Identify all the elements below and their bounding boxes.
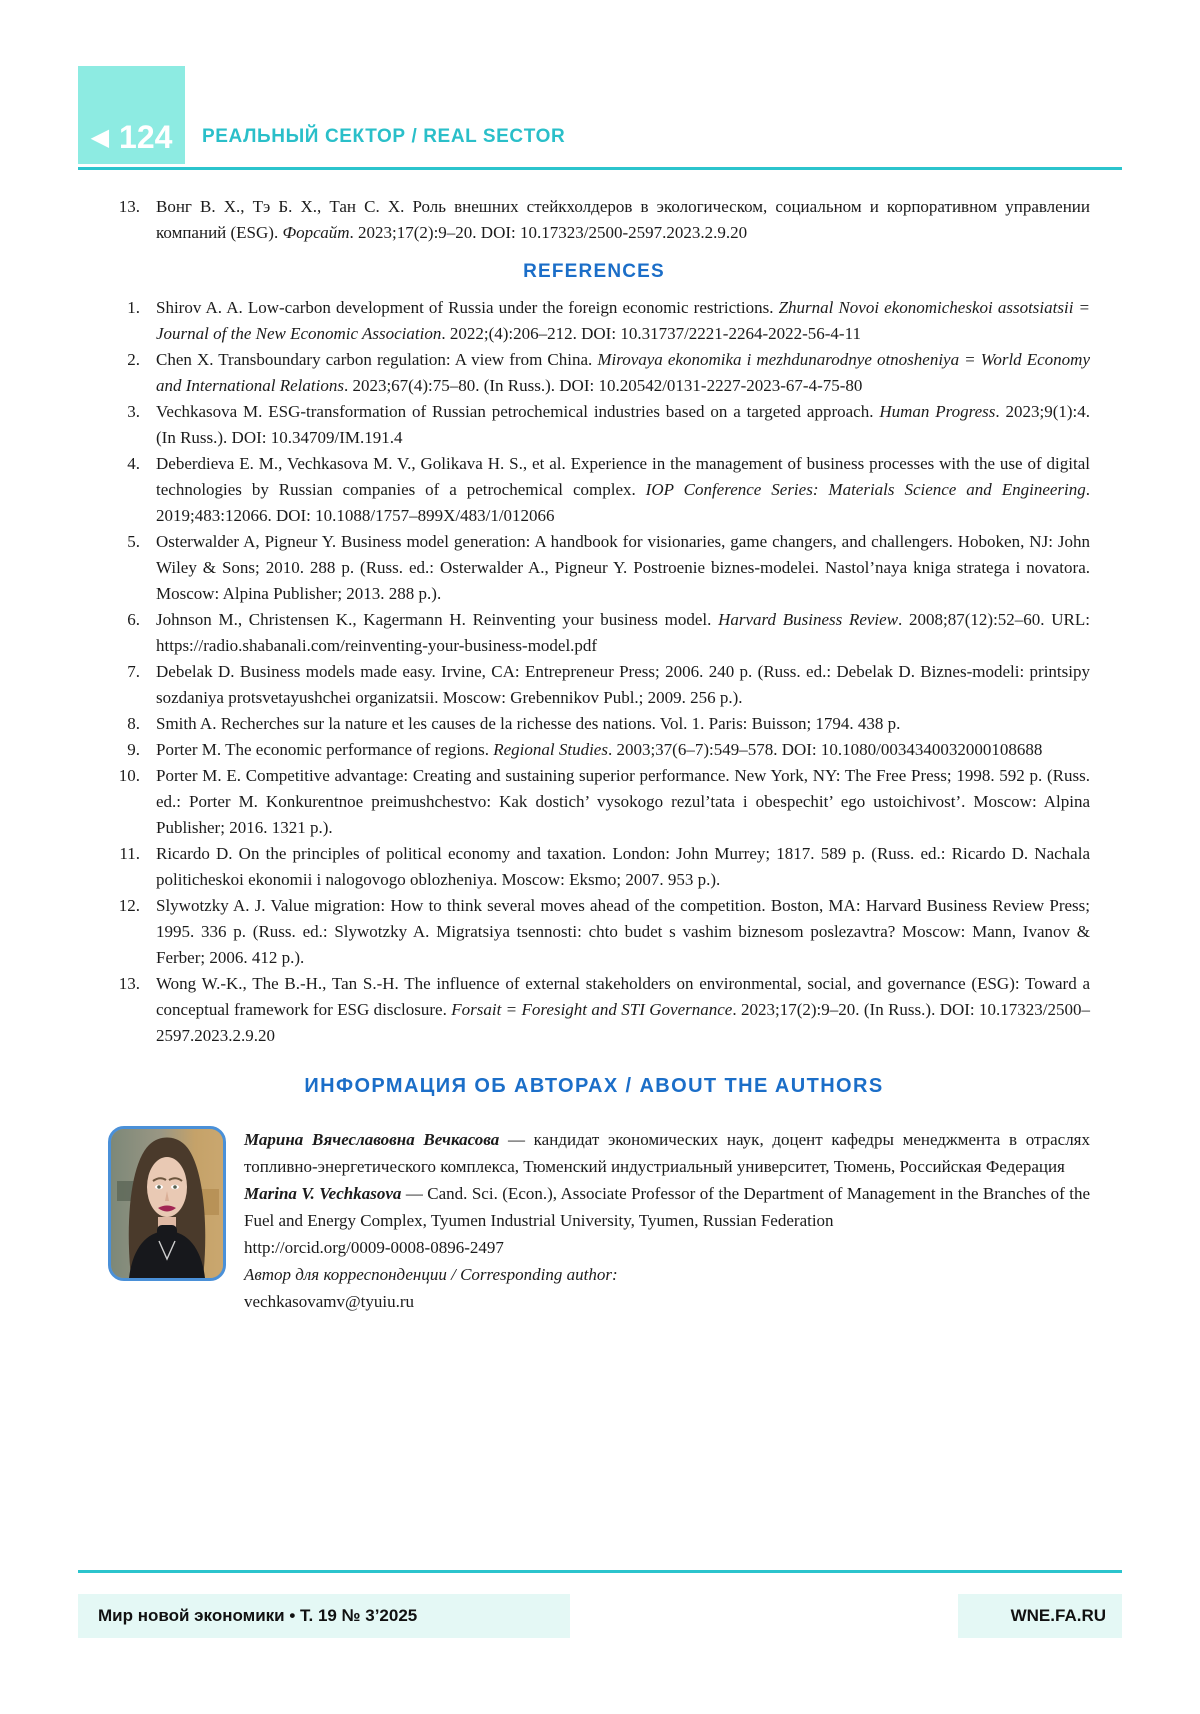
- text-run: Forsait = Foresight and STI Governance: [451, 1000, 733, 1019]
- text-run: Ricardo D. On the principles of political economy and taxation. London: John Murrey; 1817. 589 p. (Russ. ed.: Ricardo D. Nachala politicheskoi ekonomii i nalogovogo oblozheniya. Moscow: Eksmo; 2007. 953 p.).: [156, 844, 1090, 889]
- text-run: Harvard Business Review: [718, 610, 899, 629]
- reference-item: [98, 607, 1090, 659]
- link-text[interactable]: http://orcid.org/0009-0008-0896-2497: [244, 1238, 504, 1257]
- author-bio-paragraph: [244, 1180, 1090, 1234]
- reference-item: [98, 347, 1090, 399]
- text-run: Форсайт: [282, 223, 350, 242]
- reference-item: [98, 529, 1090, 607]
- reference-text: [156, 893, 1090, 971]
- reference-item: [98, 893, 1090, 971]
- author-photo-image: [111, 1129, 223, 1278]
- link-text[interactable]: vechkasovamv@tyuiu.ru: [244, 1292, 415, 1311]
- text-run: Porter M. E. Competitive advantage: Creating and sustaining superior performance. New York, NY: The Free Press; 1998. 592 p. (Russ. ed.: Porter M. Konkurentnoe preimushchestvo: Kak dostich’ vysokogo rezul’tata i obespechit’ ego ustoichivost’. Moscow: Alpina Publisher; 2016. 1321 p.).: [156, 766, 1090, 837]
- text-run: Porter M. The economic performance of regions.: [156, 740, 494, 759]
- text-run: Wong W.-K., The B.-H., Tan S.-H. The influence of external stakeholders on environmental, social, and governance (ESG): Toward a conceptual framework for ESG disclosure.: [156, 974, 1090, 1019]
- reference-number: 4.: [127, 454, 140, 473]
- reference-text: [156, 763, 1090, 841]
- author-bio-paragraph: [244, 1234, 1090, 1261]
- reference-text: [156, 347, 1090, 399]
- text-run: Автор для корреспонденции / Corresponding author:: [244, 1265, 618, 1284]
- text-run: . 2008;87(12):52–60. URL: https://radio.shabanali.com/reinventing-your-business-model.pdf: [156, 610, 1090, 655]
- reference-item: [98, 295, 1090, 347]
- reference-item: [98, 194, 1090, 246]
- reference-item: [98, 763, 1090, 841]
- text-run: IOP Conference Series: Materials Science and Engineering: [645, 480, 1086, 499]
- reference-item: [98, 399, 1090, 451]
- footer-rule: [78, 1570, 1122, 1573]
- page-number-badge: [78, 66, 185, 164]
- reference-item: [98, 659, 1090, 711]
- author-block: [108, 1126, 1090, 1315]
- text-run: Shirov A. A. Low-carbon development of Russia under the foreign economic restrictions.: [156, 298, 779, 317]
- text-run: Marina V. Vechkasova: [244, 1184, 402, 1203]
- text-run: . 2022;(4):206–212. DOI: 10.31737/2221-2264-2022-56-4-11: [441, 324, 861, 343]
- text-run: Human Progress: [879, 402, 996, 421]
- text-run: . 2023;17(2):9–20. (In Russ.). DOI: 10.17323/2500–2597.2023.2.9.20: [156, 1000, 1091, 1045]
- about-authors-heading: ИНФОРМАЦИЯ ОБ АВТОРАХ / ABOUT THE AUTHORS: [304, 1075, 884, 1097]
- russian-reference-list: [98, 194, 1090, 246]
- text-run: Zhurnal Novoi ekonomicheskoi assotsiatsii = Journal of the New Economic Association: [156, 298, 1090, 343]
- reference-text: [156, 399, 1090, 451]
- page-content: [98, 194, 1090, 1315]
- reference-text: [156, 737, 1090, 763]
- reference-number: 6.: [127, 610, 140, 629]
- reference-text: [156, 194, 1090, 246]
- reference-text: [156, 841, 1090, 893]
- reference-text: [156, 451, 1090, 529]
- reference-text: [156, 295, 1090, 347]
- references-heading: REFERENCES: [523, 261, 665, 282]
- text-run: . 2019;483:12066. DOI: 10.1088/1757–899X/483/1/012066: [156, 480, 1090, 525]
- reference-item: [98, 841, 1090, 893]
- text-run: — кандидат экономических наук, доцент кафедры менеджмента в отраслях топливно-энергетического комплекса, Тюменский индустриальный университет, Тюмень, Российская Федерация: [244, 1130, 1090, 1176]
- reference-text: [156, 607, 1090, 659]
- reference-number: 2.: [127, 350, 140, 369]
- text-run: Вонг В. Х., Тэ Б. Х., Тан С. Х. Роль внешних стейкхолдеров в экологическом, социальном и корпоративном управлении компаний (ESG).: [156, 197, 1090, 242]
- text-run: . 2023;17(2):9–20. DOI: 10.17323/2500-2597.2023.2.9.20: [349, 223, 748, 242]
- text-run: — Cand. Sci. (Econ.), Associate Professor of the Department of Management in the Branches of the Fuel and Energy Complex, Tyumen Industrial University, Tyumen, Russian Federation: [244, 1184, 1091, 1230]
- text-run: . 2023;9(1):4. (In Russ.). DOI: 10.34709/IM.191.4: [156, 402, 1090, 447]
- reference-text: [156, 529, 1090, 607]
- reference-number: 5.: [127, 532, 140, 551]
- reference-number: 10.: [118, 766, 140, 785]
- reference-number: 9.: [127, 740, 140, 759]
- text-run: Deberdieva E. M., Vechkasova M. V., Golikava H. S., et al. Experience in the management of business processes with the use of digital technologies by Russian companies of a petrochemical complex.: [156, 454, 1090, 499]
- reference-number: 1.: [127, 298, 140, 317]
- footer-site-text: WNE.FA.RU: [1010, 1606, 1106, 1625]
- text-run: . 2003;37(6–7):549–578. DOI: 10.1080/0034340032000108688: [607, 740, 1043, 759]
- back-arrow-icon[interactable]: ◀: [90, 123, 110, 151]
- footer-journal-text: Мир новой экономики • Т. 19 № 3’2025: [98, 1606, 418, 1625]
- text-run: Mirovaya ekonomika i mezhdunarodnye otnosheniya = World Economy and International Relations: [156, 350, 1090, 395]
- reference-item: [98, 737, 1090, 763]
- text-run: Slywotzky A. J. Value migration: How to think several moves ahead of the competition. Boston, MA: Harvard Business Review Press; 1995. 336 p. (Russ. ed.: Slywotzky A. Migratsiya tsennosti: chto budet s vashim biznesom poslezavtra? Moscow: Mann, Ivanov & Ferber; 2006. 412 p.).: [156, 896, 1090, 967]
- reference-item: [98, 971, 1090, 1049]
- reference-list: [98, 295, 1090, 1049]
- text-run: Debelak D. Business models made easy. Irvine, CA: Entrepreneur Press; 2006. 240 p. (Russ. ed.: Debelak D. Biznes-modeli: printsipy sozdaniya protsvetayushchei organizatsii. Moscow: Grebennikov Publ.; 2009. 256 p.).: [156, 662, 1090, 707]
- reference-text: [156, 659, 1090, 711]
- footer-journal-label: [78, 1594, 570, 1638]
- reference-number: 3.: [127, 402, 140, 421]
- text-run: Chen X. Transboundary carbon regulation: A view from China.: [156, 350, 598, 369]
- page-number: 124: [119, 119, 173, 155]
- text-run: Johnson M., Christensen K., Kagermann H. Reinventing your business model.: [156, 610, 719, 629]
- text-run: . 2023;67(4):75–80. (In Russ.). DOI: 10.20542/0131-2227-2023-67-4-75-80: [343, 376, 863, 395]
- reference-number: 8.: [127, 714, 140, 733]
- section-title: РЕАЛЬНЫЙ СЕКТОР / REAL SECTOR: [202, 126, 566, 147]
- header-rule: [78, 167, 1122, 170]
- reference-number: 7.: [127, 662, 140, 681]
- text-run: Regional Studies: [493, 740, 608, 759]
- reference-number: 11.: [119, 844, 140, 863]
- text-run: Osterwalder A, Pigneur Y. Business model generation: A handbook for visionaries, game changers, and challengers. Hoboken, NJ: John Wiley & Sons; 2010. 288 p. (Russ. ed.: Osterwalder A., Pigneur Y. Postroenie biznes-modelei. Nastol’naya kniga stratega i novatora. Moscow: Alpina Publisher; 2013. 288 p.).: [156, 532, 1090, 603]
- reference-item: [98, 451, 1090, 529]
- text-run: Vechkasova M. ESG-transformation of Russian petrochemical industries based on a targeted approach.: [156, 402, 880, 421]
- reference-text: [156, 971, 1090, 1049]
- reference-number: 13.: [118, 197, 140, 216]
- text-run: Smith A. Recherches sur la nature et les causes de la richesse des nations. Vol. 1. Paris: Buisson; 1794. 438 p.: [156, 714, 901, 733]
- text-run: Марина Вячеславовна Вечкасова: [244, 1130, 500, 1149]
- reference-item: [98, 711, 1090, 737]
- reference-number: 13.: [118, 974, 140, 993]
- author-bio: [244, 1126, 1090, 1315]
- author-bio-paragraph: [244, 1261, 1090, 1288]
- author-bio-paragraph: [244, 1288, 1090, 1315]
- reference-number: 12.: [118, 896, 140, 915]
- reference-text: [156, 711, 1090, 737]
- author-photo: [108, 1126, 226, 1281]
- author-bio-paragraph: [244, 1126, 1090, 1180]
- footer-site-label: [958, 1594, 1122, 1638]
